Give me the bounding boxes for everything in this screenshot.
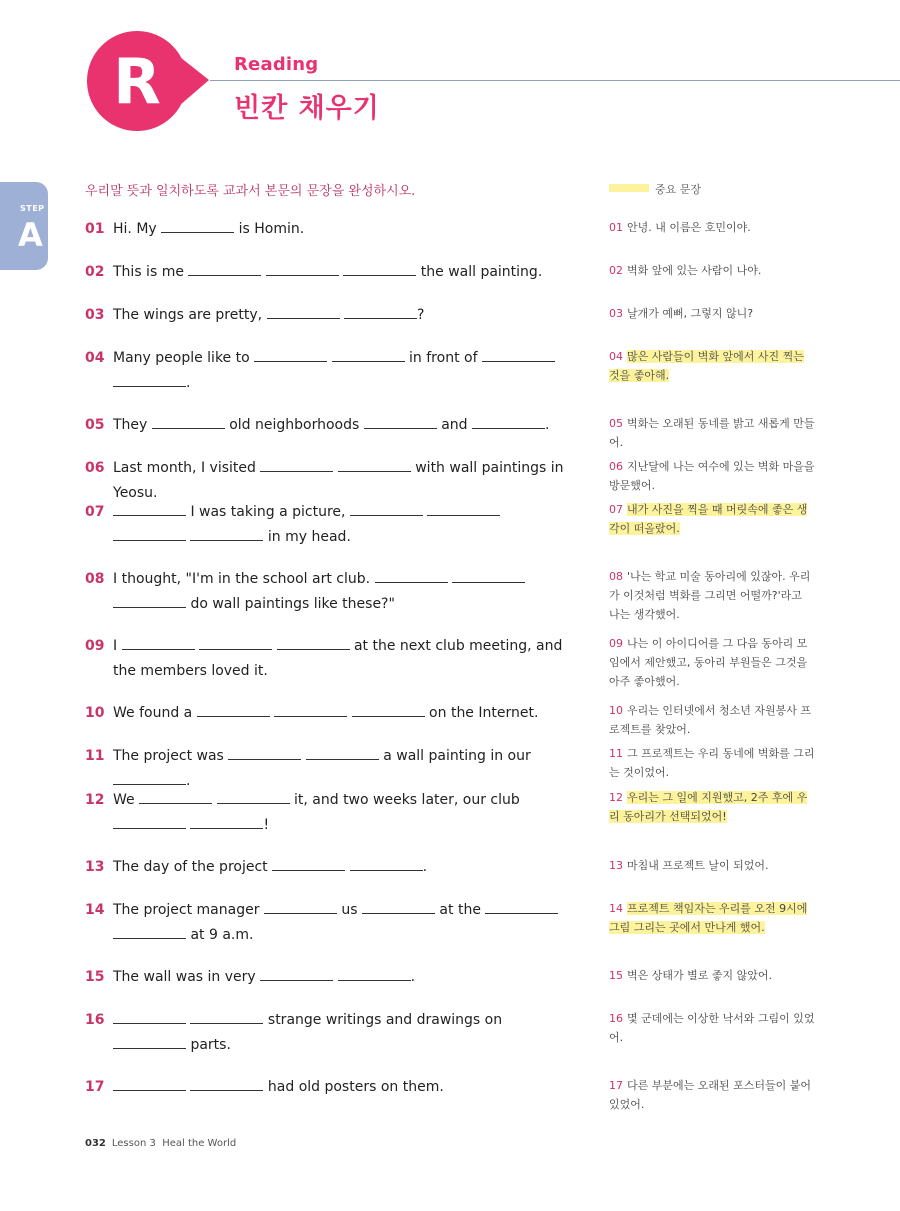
logo-letter: R	[113, 45, 161, 118]
instruction: 우리말 뜻과 일치하도록 교과서 본문의 문장을 완성하시오.	[85, 184, 416, 199]
question-number: 12	[85, 792, 105, 808]
translation-item	[609, 744, 815, 782]
question-fragment: The project manager	[113, 902, 264, 918]
answer-blank[interactable]	[199, 635, 272, 650]
translation-number: 04	[609, 350, 623, 363]
question-text	[113, 788, 575, 838]
question-fragment: ?	[417, 307, 425, 323]
question-text	[113, 1008, 575, 1058]
question-number: 03	[85, 307, 105, 323]
translation-number: 10	[609, 704, 623, 717]
answer-blank[interactable]	[197, 702, 270, 717]
question-fragment: The wings are pretty,	[113, 307, 267, 323]
translation-text: 벽화 앞에 있는 사람이 나야.	[627, 264, 762, 277]
question-item	[85, 898, 575, 948]
question-number: 11	[85, 748, 105, 764]
question-fragment: the wall painting.	[416, 264, 543, 280]
question-fragment: !	[263, 817, 270, 833]
answer-blank[interactable]	[338, 457, 411, 472]
question-number: 13	[85, 859, 105, 875]
question-text	[113, 965, 575, 990]
translation-text-important: 프로젝트 책임자는 우리를 오전 9시에 그림 그리는 곳에서 만나게 했어.	[609, 902, 808, 934]
footer-lesson: Lesson 3	[111, 1138, 156, 1149]
question-fragment: do wall paintings like these?"	[186, 596, 395, 612]
question-item	[85, 1008, 575, 1058]
question-fragment: us	[336, 902, 362, 918]
answer-blank[interactable]	[344, 304, 417, 319]
translation-number: 11	[609, 747, 623, 760]
translation-item	[609, 788, 815, 826]
question-item	[85, 567, 575, 617]
question-item	[85, 1075, 575, 1100]
question-text	[113, 744, 575, 794]
translation-number: 05	[609, 417, 623, 430]
question-fragment: at the	[434, 902, 486, 918]
translation-item	[609, 304, 815, 323]
answer-blank[interactable]	[343, 261, 416, 276]
answer-blank[interactable]	[306, 745, 379, 760]
question-fragment: I thought, "I'm in the school art club.	[113, 571, 375, 587]
page-title: 빈칸 채우기	[234, 93, 380, 124]
answer-blank[interactable]	[188, 261, 261, 276]
question-text	[113, 898, 575, 948]
translation-text: 지난달에 나는 여수에 있는 벽화 마을을 방문했어.	[609, 460, 815, 492]
question-text	[113, 500, 575, 550]
translation-number: 06	[609, 460, 623, 473]
question-fragment: We	[113, 792, 140, 808]
question-fragment: .	[186, 375, 191, 391]
question-fragment: I	[113, 638, 122, 654]
translation-number: 01	[609, 221, 623, 234]
translation-item	[609, 218, 815, 237]
answer-blank[interactable]	[113, 814, 186, 829]
answer-blank[interactable]	[272, 856, 345, 871]
highlight-legend-swatch	[609, 184, 649, 192]
answer-blank[interactable]	[485, 899, 558, 914]
question-fragment: This is me	[113, 264, 189, 280]
question-item	[85, 260, 575, 285]
question-item	[85, 965, 575, 990]
translation-item	[609, 457, 815, 495]
question-fragment: in front of	[404, 350, 482, 366]
page-footer	[85, 1138, 236, 1149]
translation-item	[609, 500, 815, 538]
answer-blank[interactable]	[139, 789, 212, 804]
question-fragment: The day of the project	[113, 859, 273, 875]
translation-text: 날개가 예뻐, 그렇지 않니?	[627, 307, 754, 320]
translation-number: 13	[609, 859, 623, 872]
translation-number: 17	[609, 1079, 623, 1092]
answer-blank[interactable]	[228, 745, 301, 760]
question-item	[85, 744, 575, 794]
translation-item	[609, 261, 815, 280]
translation-number: 15	[609, 969, 623, 982]
question-fragment: .	[545, 417, 550, 433]
answer-blank[interactable]	[113, 501, 186, 516]
question-number: 10	[85, 705, 105, 721]
question-fragment: I was taking a picture,	[186, 504, 350, 520]
answer-blank[interactable]	[254, 347, 327, 362]
question-fragment: it, and two weeks later, our club	[289, 792, 525, 808]
answer-blank[interactable]	[352, 702, 425, 717]
question-number: 16	[85, 1012, 105, 1028]
answer-blank[interactable]	[362, 899, 435, 914]
question-item	[85, 855, 575, 880]
translation-text: 다른 부분에는 오래된 포스터들이 붙어 있었어.	[609, 1079, 812, 1111]
question-number: 06	[85, 460, 105, 476]
step-label: STEP	[20, 204, 45, 213]
answer-blank[interactable]	[113, 593, 186, 608]
answer-blank[interactable]	[452, 568, 525, 583]
translation-text-important: 내가 사진을 찍을 때 머릿속에 좋은 생각이 떠올랐어.	[609, 503, 808, 535]
question-text	[113, 1075, 575, 1100]
footer-lesson-title: Heal the World	[162, 1138, 237, 1149]
translation-text: 안녕. 내 이름은 호민이야.	[627, 221, 751, 234]
page-number: 032	[85, 1138, 106, 1149]
reading-logo-icon	[87, 31, 237, 131]
question-text	[113, 346, 575, 396]
question-number: 14	[85, 902, 105, 918]
answer-blank[interactable]	[113, 770, 186, 785]
answer-blank[interactable]	[152, 414, 225, 429]
step-letter: A	[18, 216, 43, 254]
answer-blank[interactable]	[190, 1009, 263, 1024]
translation-text: 나는 이 아이디어를 그 다음 동아리 모임에서 제안했고, 동아리 부원들은 그것을 아주 좋아했어.	[609, 637, 808, 688]
question-number: 17	[85, 1079, 105, 1095]
question-fragment	[500, 504, 504, 520]
translation-number: 07	[609, 503, 623, 516]
translation-text-important: 우리는 그 일에 지원했고, 2주 후에 우리 동아리가 선택되었어!	[609, 791, 808, 823]
answer-blank[interactable]	[472, 414, 545, 429]
question-item	[85, 701, 575, 726]
translation-item	[609, 347, 815, 385]
question-text	[113, 413, 575, 438]
question-item	[85, 788, 575, 838]
question-item	[85, 217, 575, 242]
answer-blank[interactable]	[161, 218, 234, 233]
translation-item	[609, 1076, 815, 1114]
answer-blank[interactable]	[350, 856, 423, 871]
question-fragment: Last month, I visited	[113, 460, 261, 476]
question-text	[113, 217, 575, 242]
translation-text-important: 많은 사람들이 벽화 앞에서 사진 찍는 것을 좋아해.	[609, 350, 804, 382]
question-number: 02	[85, 264, 105, 280]
translation-item	[609, 856, 815, 875]
translation-text: 마침내 프로젝트 날이 되었어.	[627, 859, 769, 872]
translation-text: '나는 학교 미술 동아리에 있잖아. 우리가 이것처럼 벽화를 그리면 어떨까?'라고 나는 생각했어.	[609, 570, 811, 621]
question-fragment: and	[436, 417, 473, 433]
answer-blank[interactable]	[113, 1009, 186, 1024]
answer-blank[interactable]	[350, 501, 423, 516]
answer-blank[interactable]	[427, 501, 500, 516]
answer-blank[interactable]	[122, 635, 195, 650]
question-item	[85, 500, 575, 550]
answer-blank[interactable]	[217, 789, 290, 804]
question-fragment	[555, 350, 559, 366]
translation-number: 12	[609, 791, 623, 804]
question-fragment: had old posters on them.	[263, 1079, 444, 1095]
question-fragment: parts.	[186, 1037, 231, 1053]
answer-blank[interactable]	[364, 414, 437, 429]
question-fragment: They	[113, 417, 152, 433]
question-number: 05	[85, 417, 105, 433]
translation-item	[609, 899, 815, 937]
answer-blank[interactable]	[264, 899, 337, 914]
question-fragment: .	[186, 773, 191, 789]
question-item	[85, 303, 575, 328]
question-fragment: old neighborhoods	[224, 417, 364, 433]
highlight-legend-label: 중요 문장	[655, 183, 702, 196]
question-fragment: at 9 a.m.	[186, 927, 254, 943]
answer-blank[interactable]	[113, 1034, 186, 1049]
translation-item	[609, 966, 815, 985]
question-fragment: is Homin.	[234, 221, 305, 237]
question-fragment: a wall painting in our	[378, 748, 536, 764]
answer-blank[interactable]	[113, 1076, 186, 1091]
translation-item	[609, 701, 815, 739]
question-text	[113, 567, 575, 617]
answer-blank[interactable]	[190, 814, 263, 829]
question-fragment: .	[410, 969, 416, 985]
translation-text: 우리는 인터넷에서 청소년 자원봉사 프로젝트를 찾았어.	[609, 704, 812, 736]
question-number: 01	[85, 221, 105, 237]
translation-number: 09	[609, 637, 623, 650]
translation-number: 16	[609, 1012, 623, 1025]
header-rule	[210, 80, 900, 81]
question-fragment: Many people like to	[113, 350, 255, 366]
question-fragment: The project was	[113, 748, 229, 764]
translation-text: 몇 군데에는 이상한 낙서와 그림이 있었어.	[609, 1012, 815, 1044]
question-number: 07	[85, 504, 105, 520]
answer-blank[interactable]	[277, 635, 350, 650]
section-label: Reading	[234, 54, 319, 75]
question-fragment: on the Internet.	[424, 705, 539, 721]
question-text	[113, 701, 575, 726]
answer-blank[interactable]	[260, 966, 333, 981]
question-number: 09	[85, 638, 105, 654]
translation-number: 03	[609, 307, 623, 320]
translation-item	[609, 567, 815, 624]
answer-blank[interactable]	[266, 261, 339, 276]
question-item	[85, 634, 575, 684]
question-item	[85, 346, 575, 396]
answer-blank[interactable]	[190, 526, 263, 541]
question-text	[113, 260, 575, 285]
answer-blank[interactable]	[190, 1076, 263, 1091]
question-fragment: The wall was in very	[113, 969, 261, 985]
question-number: 04	[85, 350, 105, 366]
question-fragment: We found a	[113, 705, 197, 721]
question-text	[113, 303, 575, 328]
translation-item	[609, 634, 815, 691]
translation-number: 08	[609, 570, 623, 583]
answer-blank[interactable]	[267, 304, 340, 319]
question-item	[85, 413, 575, 438]
answer-blank[interactable]	[332, 347, 405, 362]
answer-blank[interactable]	[113, 372, 186, 387]
translation-text: 벽화는 오래된 동네를 밝고 새롭게 만들어.	[609, 417, 815, 449]
answer-blank[interactable]	[113, 924, 186, 939]
translation-number: 14	[609, 902, 623, 915]
translation-item	[609, 414, 815, 452]
question-fragment: strange writings and drawings on	[263, 1012, 507, 1028]
question-fragment: Hi. My	[113, 221, 162, 237]
question-fragment	[558, 902, 562, 918]
question-item	[85, 456, 575, 506]
answer-blank[interactable]	[113, 526, 186, 541]
question-fragment: with wall paintings in Yeosu.	[113, 460, 568, 501]
translation-number: 02	[609, 264, 623, 277]
question-fragment: in my head.	[263, 529, 351, 545]
answer-blank[interactable]	[375, 568, 448, 583]
question-text	[113, 855, 575, 880]
question-text	[113, 634, 575, 684]
answer-blank[interactable]	[482, 347, 555, 362]
question-text	[113, 456, 575, 506]
translation-text: 그 프로젝트는 우리 동네에 벽화를 그리는 것이었어.	[609, 747, 815, 779]
question-number: 08	[85, 571, 105, 587]
answer-blank[interactable]	[274, 702, 347, 717]
question-fragment: .	[422, 859, 428, 875]
answer-blank[interactable]	[338, 966, 411, 981]
translation-text: 벽은 상태가 별로 좋지 않았어.	[627, 969, 772, 982]
question-number: 15	[85, 969, 105, 985]
answer-blank[interactable]	[260, 457, 333, 472]
translation-item	[609, 1009, 815, 1047]
question-fragment: at the next club meeting, and the members loved it.	[113, 638, 567, 679]
question-fragment	[525, 571, 529, 587]
